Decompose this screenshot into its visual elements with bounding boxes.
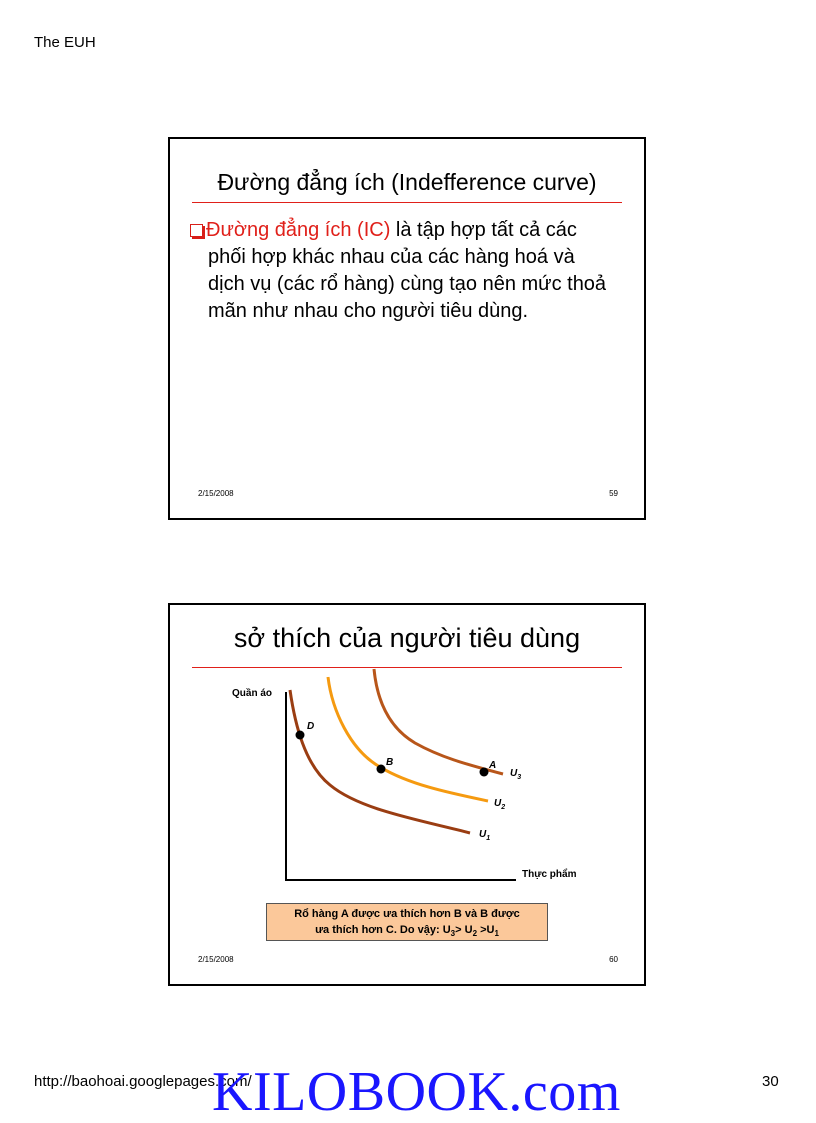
body-line-1: là tập hợp tất cả các bbox=[390, 219, 577, 241]
point-b bbox=[377, 765, 386, 774]
page-header: The EUH bbox=[34, 34, 96, 51]
checkbox-bullet-icon bbox=[190, 224, 203, 237]
slide-60 bbox=[168, 603, 646, 986]
slide-date: 2/15/2008 bbox=[198, 489, 234, 498]
curve-label-u2: $U_2$ bbox=[494, 798, 506, 811]
slide-body bbox=[190, 217, 638, 325]
chart-caption bbox=[266, 903, 548, 941]
slide-title: sở thích của người tiêu dùng bbox=[233, 623, 581, 653]
title-divider bbox=[192, 202, 622, 203]
curve-u1 bbox=[290, 690, 470, 833]
x-axis-label: Thực phẩm bbox=[522, 869, 577, 880]
point-label-a: A bbox=[489, 760, 497, 771]
point-label-b: B bbox=[386, 757, 394, 768]
page-number: 30 bbox=[762, 1073, 779, 1090]
slide-date: 2/15/2008 bbox=[198, 955, 234, 964]
footer-url-link[interactable]: http://baohoai.googlepages.com/ bbox=[34, 1073, 252, 1090]
watermark-logo: KILOBOOK.com bbox=[212, 1061, 621, 1123]
body-line-3: dịch vụ (các rổ hàng) cùng tạo nên mức thoả bbox=[208, 273, 607, 295]
body-line-2: phối hợp khác nhau của các hàng hoá và bbox=[208, 246, 575, 268]
term-highlight: Đường đẳng ích (IC) bbox=[206, 219, 391, 241]
slide-number: 60 bbox=[609, 955, 618, 964]
caption-line-1: Rổ hàng A được ưa thích hơn B và B được bbox=[294, 908, 520, 920]
slide-number: 59 bbox=[609, 489, 618, 498]
point-a bbox=[480, 768, 489, 777]
y-axis-label: Quần áo bbox=[232, 688, 273, 699]
curve-label-u3: $U_3$ bbox=[510, 768, 522, 781]
slide-title: Đường đẳng ích (Indefference curve) bbox=[217, 169, 597, 195]
curve-label-u1: $U_1$ bbox=[479, 829, 491, 842]
curve-u3 bbox=[374, 669, 503, 774]
point-label-d: D bbox=[307, 721, 315, 732]
slide-59 bbox=[168, 137, 646, 520]
point-d bbox=[296, 731, 305, 740]
caption-line-2: ưa thích hơn C. Do vậy: $U_3> U_2 >U_1$ bbox=[315, 924, 499, 939]
body-line-4: mãn như nhau cho người tiêu dùng. bbox=[208, 300, 529, 322]
